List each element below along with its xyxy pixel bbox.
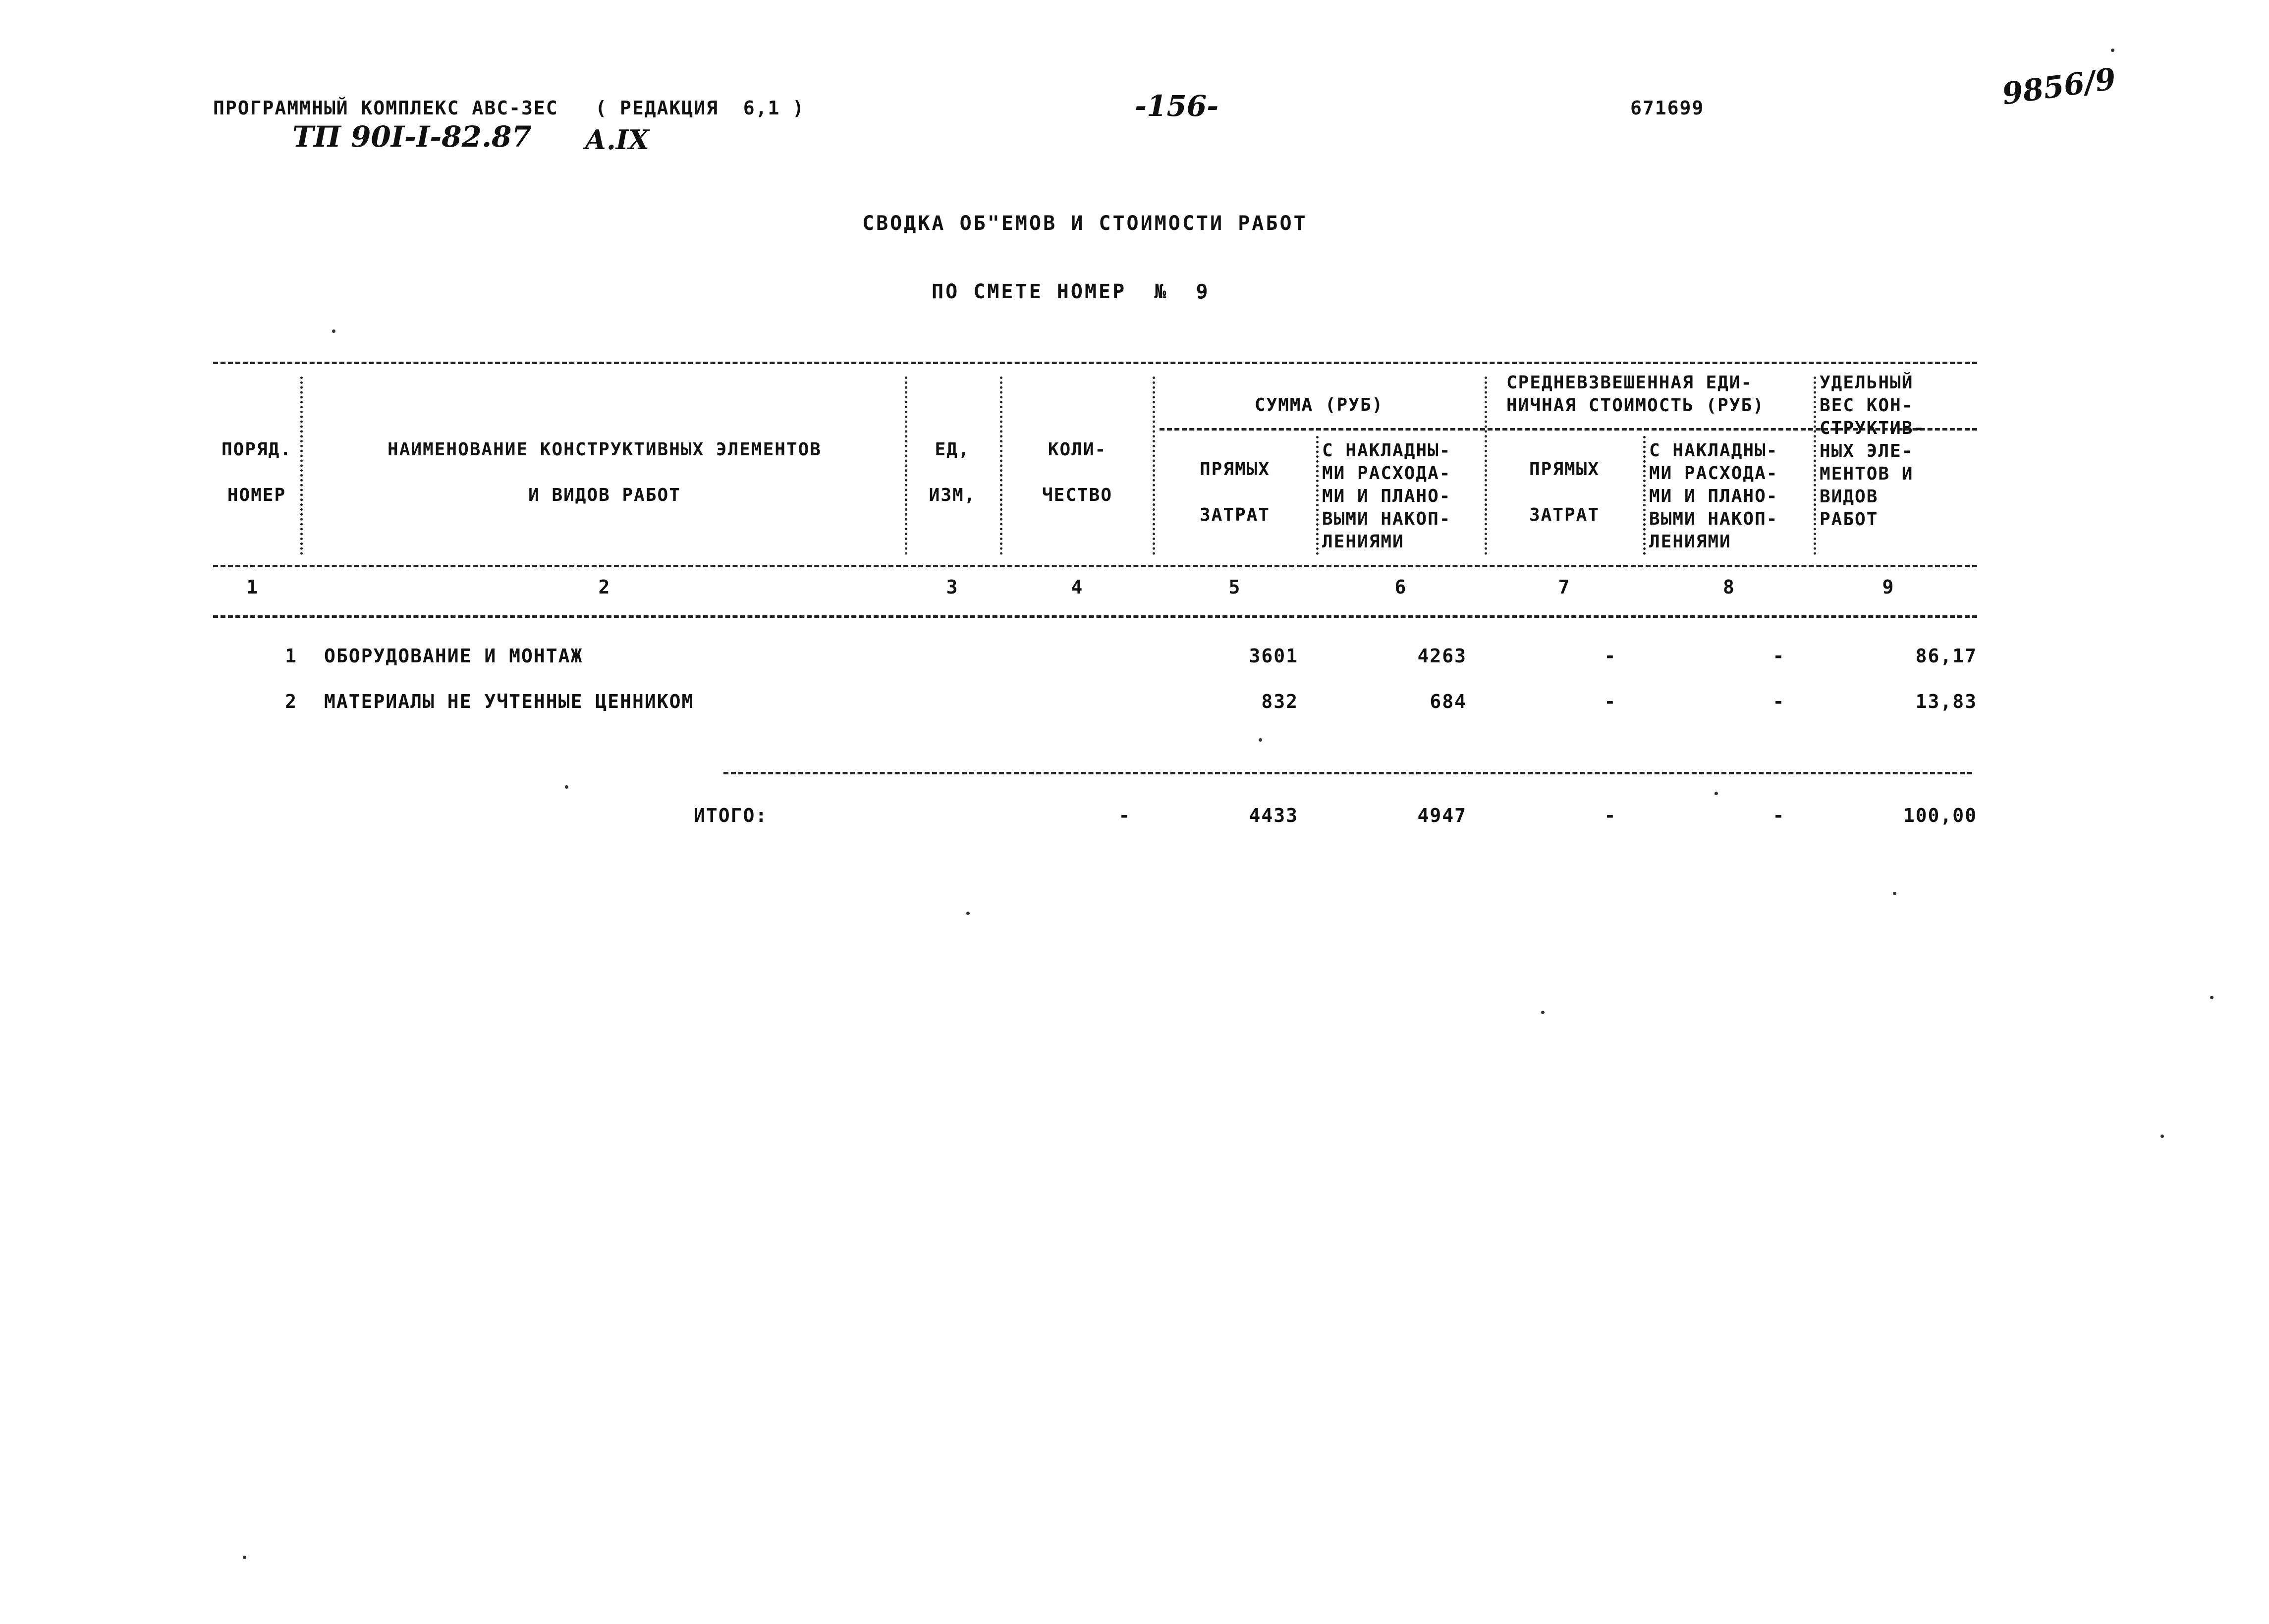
col-separator — [1316, 436, 1319, 555]
row-unit-direct: - — [1604, 645, 1617, 667]
row-unit-overhead: - — [1772, 691, 1785, 712]
header-direct-costs: ПРЯМЫХ ЗАТРАТ — [1199, 459, 1271, 525]
header-order-number: ПОРЯД. НОМЕР — [221, 439, 292, 505]
col-separator — [1000, 377, 1002, 555]
report-title: СВОДКА ОБ"ЕМОВ И СТОИМОСТИ РАБОТ — [862, 212, 1308, 235]
col-separator — [1485, 377, 1487, 555]
col-separator — [1153, 377, 1155, 555]
row-unit-direct: - — [1604, 691, 1617, 712]
total-label: ИТОГО: — [694, 805, 768, 826]
row-share: 13,83 — [1915, 691, 1977, 712]
column-number-9: 9 — [1882, 576, 1895, 598]
total-quantity: - — [1118, 805, 1131, 826]
col-separator — [1814, 377, 1816, 555]
document-code: 671699 — [1630, 97, 1705, 119]
total-separator-rule — [723, 772, 1972, 774]
project-code: ТП 90I-I-82.87 — [292, 120, 532, 154]
header-unit-cost-group: СРЕДНЕВЗВЕШЕННАЯ ЕДИ- НИЧНАЯ СТОИМОСТЬ (РУБ) — [1506, 373, 1765, 416]
header-with-overhead: С НАКЛАДНЫ- МИ РАСХОДА- МИ И ПЛАНО- ВЫМИ НАКОП- ЛЕНИЯМИ — [1322, 440, 1451, 552]
estimate-subtitle: ПО СМЕТЕ НОМЕР № 9 — [932, 280, 1210, 303]
row-direct-costs: 832 — [1261, 691, 1298, 712]
row-number: 1 — [285, 645, 297, 667]
album-code: А.IX — [585, 124, 649, 156]
header-unit: ЕД, ИЗМ, — [929, 439, 976, 505]
header-unit-overhead: С НАКЛАДНЫ- МИ РАСХОДА- МИ И ПЛАНО- ВЫМИ НАКОП- ЛЕНИЯМИ — [1649, 440, 1778, 552]
handwritten-reference: 9856/9 — [2000, 61, 2118, 112]
scan-speck — [1715, 792, 1718, 795]
scan-speck — [565, 785, 568, 789]
col-separator — [1643, 436, 1646, 555]
header-sum-group: СУММА (РУБ) — [1254, 395, 1384, 415]
scan-speck — [1259, 738, 1262, 742]
column-number-2: 2 — [598, 576, 611, 598]
column-number-8: 8 — [1723, 576, 1735, 598]
row-with-overhead: 4263 — [1417, 645, 1467, 667]
header-unit-direct: ПРЯМЫХ ЗАТРАТ — [1529, 459, 1600, 525]
scan-speck — [1541, 1011, 1545, 1014]
column-number-5: 5 — [1228, 576, 1241, 598]
column-number-7: 7 — [1558, 576, 1571, 598]
header-bottom-rule — [213, 565, 1977, 567]
col-separator — [300, 377, 303, 555]
column-number-4: 4 — [1071, 576, 1084, 598]
column-number-6: 6 — [1394, 576, 1407, 598]
table-top-rule — [213, 362, 1977, 364]
column-number-3: 3 — [946, 576, 959, 598]
row-unit-overhead: - — [1772, 645, 1785, 667]
total-unit-direct: - — [1604, 805, 1617, 826]
scan-speck — [1893, 892, 1896, 895]
scan-speck — [2210, 996, 2214, 999]
row-name: ОБОРУДОВАНИЕ И МОНТАЖ — [324, 645, 583, 667]
scan-speck — [966, 912, 970, 915]
row-direct-costs: 3601 — [1249, 645, 1298, 667]
program-header: ПРОГРАММНЫЙ КОМПЛЕКС АВС-ЗЕС ( РЕДАКЦИЯ 6,1 ) — [213, 97, 805, 119]
col-separator — [905, 377, 907, 555]
page-number: -156- — [1135, 89, 1219, 123]
scan-speck — [332, 329, 335, 333]
total-direct-costs: 4433 — [1249, 805, 1298, 826]
row-number: 2 — [285, 691, 297, 712]
header-element-name: НАИМЕНОВАНИЕ КОНСТРУКТИВНЫХ ЭЛЕМЕНТОВ И ВИДОВ РАБОТ — [387, 439, 822, 505]
scan-speck — [2111, 49, 2114, 52]
total-share: 100,00 — [1903, 805, 1977, 826]
header-share: УДЕЛЬНЫЙ ВЕС КОН- СТРУКТИВ- НЫХ ЭЛЕ- МЕНТОВ И ВИДОВ РАБОТ — [1820, 373, 1926, 530]
scan-speck — [243, 1556, 246, 1559]
header-quantity: КОЛИ- ЧЕСТВО — [1042, 439, 1113, 505]
total-unit-overhead: - — [1772, 805, 1785, 826]
row-share: 86,17 — [1915, 645, 1977, 667]
row-name: МАТЕРИАЛЫ НЕ УЧТЕННЫЕ ЦЕННИКОМ — [324, 691, 694, 712]
column-number-1: 1 — [246, 576, 259, 598]
colnum-bottom-rule — [213, 615, 1977, 618]
row-with-overhead: 684 — [1430, 691, 1467, 712]
scan-speck — [2160, 1135, 2164, 1138]
total-with-overhead: 4947 — [1417, 805, 1467, 826]
